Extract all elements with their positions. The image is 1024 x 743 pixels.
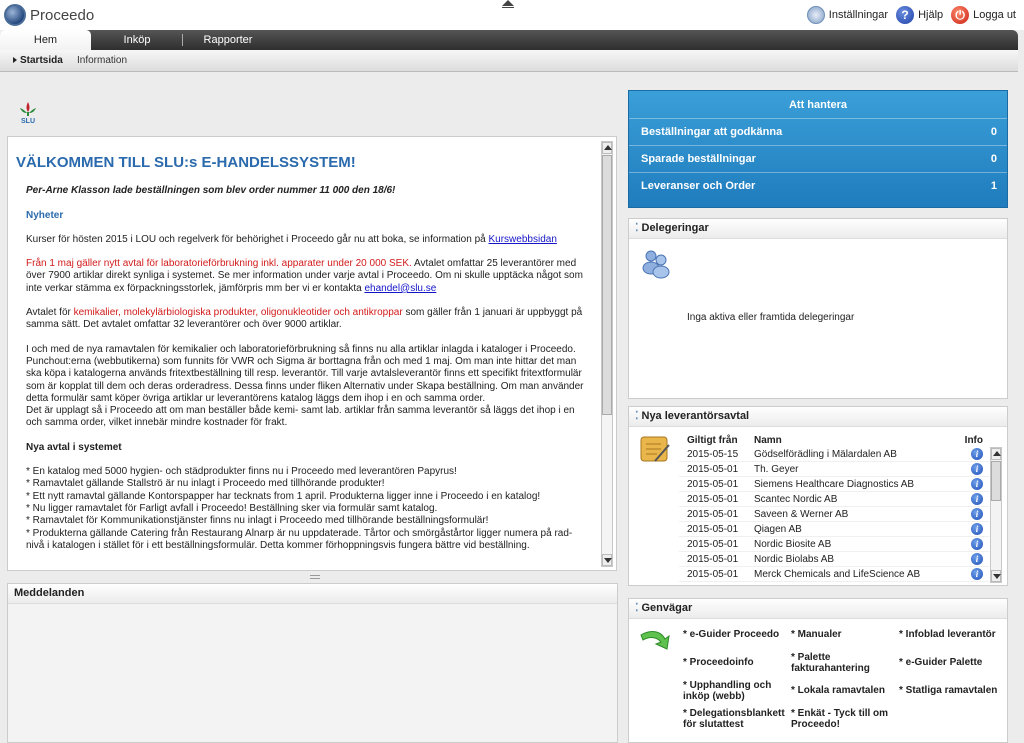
info-icon[interactable]: i — [971, 553, 983, 565]
info-icon[interactable]: i — [971, 463, 983, 475]
todo-row-approvals[interactable] — [629, 118, 1007, 145]
news-p5: Det är upplagt så i Proceedo att om man beställer både kemi- samt lab. artiklar från samma leverantör så läggs det ihop i en och samma order, vilket innebär mindre kostnader för frakt. — [26, 405, 575, 429]
top-bar — [0, 0, 1024, 30]
row-date: 2015-05-01 — [687, 539, 739, 550]
agreement-item: * Ramavtalet gällande Stallströ är nu inlagt i Proceedo med tillhörande produkter! — [26, 478, 385, 490]
suppliers-table — [679, 433, 989, 582]
row-name: Qiagen AB — [754, 524, 802, 535]
breadcrumb — [0, 50, 1018, 72]
table-row[interactable] — [679, 567, 989, 582]
tab-inkop[interactable]: Inköp — [123, 34, 151, 46]
row-date: 2015-05-01 — [687, 464, 739, 475]
suppliers-panel — [628, 406, 1008, 586]
resize-handle[interactable] — [310, 575, 320, 579]
arrow-down-icon — [603, 555, 613, 565]
shortcut-link[interactable]: * Statliga ramavtalen — [899, 685, 998, 696]
row-name: Nordic Biosite AB — [754, 539, 832, 550]
scroll-down-button[interactable] — [602, 554, 612, 566]
table-row[interactable] — [679, 477, 989, 492]
agreement-item: * Produkterna gällande Catering från Restaurang Alnarp är nu uppdaterade. Tårtor och smörgåstårtor ligger numera på rad-nivå i katalogen i stället för i ett beställningsformulär. Detta kommer förhoppningsvis fungera bättre vid beställning. — [26, 527, 573, 551]
scroll-down-button[interactable] — [991, 570, 1001, 582]
email-link[interactable]: ehandel@slu.se — [364, 282, 437, 294]
news-p3-pre: Avtalet för — [26, 307, 74, 319]
proceedo-logo[interactable] — [4, 4, 94, 26]
shortcuts-title: ⁚ Genvägar — [629, 599, 1007, 619]
welcome-highlight: Per-Arne Klasson lade beställningen som blev order nummer 11 000 den 18/6! — [26, 185, 396, 197]
shortcut-link[interactable]: * Palette fakturahantering — [791, 652, 870, 674]
welcome-content — [16, 154, 586, 552]
todo-row-saved[interactable] — [629, 145, 1007, 172]
agreement-item: * Nu ligger ramavtalet för Farligt avfall i Proceedo! Beställning sker via formulär samt katalog. — [26, 502, 438, 514]
todo-title: Att hantera — [788, 99, 848, 111]
shortcut-link[interactable]: * Infoblad leverantör — [899, 629, 996, 640]
contract-scroll-icon — [637, 433, 673, 467]
news-heading: Nyheter — [26, 209, 64, 221]
row-name: Gödselförädling i Mälardalen AB — [754, 449, 897, 460]
todo-label: Leveranser och Order — [641, 180, 756, 192]
info-icon[interactable]: i — [971, 568, 983, 580]
info-icon[interactable]: i — [971, 508, 983, 520]
row-name: Scantec Nordic AB — [754, 494, 838, 505]
slu-logo-text: SLU — [21, 118, 35, 124]
shortcut-link[interactable]: * e-Guider Proceedo — [683, 629, 780, 640]
row-name: Th. Geyer — [754, 464, 799, 475]
messages-title: Meddelanden — [8, 584, 617, 604]
proceedo-logo-icon — [4, 4, 26, 26]
delegations-title: ⁚ Delegeringar — [629, 219, 1007, 239]
todo-label: Sparade beställningar — [641, 153, 756, 165]
tab-rapporter[interactable]: Rapporter — [203, 34, 253, 46]
todo-count: 0 — [990, 126, 997, 138]
shortcuts-panel — [628, 598, 1008, 743]
col-header-name[interactable]: Namn — [754, 435, 782, 446]
shortcut-link[interactable]: * Manualer — [791, 629, 842, 640]
info-icon[interactable]: i — [971, 538, 983, 550]
welcome-title: VÄLKOMMEN TILL SLU:s E-HANDELSSYSTEM! — [16, 154, 356, 171]
tab-hem[interactable]: Hem — [0, 30, 91, 50]
news-p2-text: Avtalet omfattar 25 leverantörer med över 7900 artiklar direkt synliga i systemet. Se mer information under varje avtal i Proceedo. Om ni skulle upptäcka något som inte verkar stämma ex förpackningsstorlek, jämförpris mm ber vi er kontakta — [26, 258, 583, 294]
news-p1-text: Kurser för hösten 2015 i LOU och regelverk för behörighet i Proceedo går nu att boka, se information på — [26, 233, 489, 245]
shortcut-link[interactable]: * Enkät - Tyck till om Proceedo! — [791, 708, 889, 730]
news-p3-post: som gäller från 1 januari är uppbyggt på samma sätt. Det avtalet omfattar 32 leverantörer och över 9000 artiklar. — [26, 307, 583, 331]
settings-link[interactable] — [807, 6, 888, 24]
course-link[interactable]: Kurswebbsidan — [488, 233, 557, 245]
agreement-item: * Ett nytt ramavtal gällande Kontorspapper har tecknats from 1 april. Produkterna ligger inne i Proceedo i en katalog! — [26, 490, 541, 502]
suppliers-scrollbar[interactable] — [990, 447, 1002, 583]
shortcut-link[interactable]: * e-Guider Palette — [899, 657, 983, 668]
scroll-up-button[interactable] — [602, 142, 612, 154]
row-date: 2015-05-01 — [687, 569, 739, 580]
agreement-item: * Ramavtalet för Kommunikationstjänster finns nu inlagt i Proceedo med tillhörande beställningsformulär! — [26, 515, 489, 527]
welcome-scrollbar[interactable] — [601, 141, 613, 567]
news-p4: I och med de nya ramavtalen för kemikalier och laboratorieförbrukning så finns nu alla artiklar inlagda i kataloger i Proceedo. Punchout:erna (webbutikerna) som funnits för VWR och Sigma är borttagna från och med 1 maj. Om man inte hittar det man ska köpa i katalogerna används fritextbeställning till resp. leverantör. Till varje avtalsleverantör finns ett specifikt fritextformulär som är kopplat till dem och deras orderadress. Dessa finns under fliken Alternativ under Skapa beställning. Om man använder detta formulär samt köper övriga artiklar ur leverantörens katalog läggs dem ihop i en och samma order. — [26, 343, 584, 404]
arrow-up-icon — [992, 449, 1002, 459]
row-name: Nordic Biolabs AB — [754, 554, 835, 565]
users-icon — [639, 247, 671, 279]
row-date: 2015-05-01 — [687, 509, 739, 520]
scroll-thumb[interactable] — [602, 155, 612, 415]
row-date: 2015-05-01 — [687, 494, 739, 505]
top-links — [799, 6, 1016, 24]
tab-separator — [182, 34, 183, 46]
todo-label: Beställningar att godkänna — [641, 126, 783, 138]
settings-label: Inställningar — [828, 9, 889, 21]
shortcut-link[interactable]: * Lokala ramavtalen — [791, 685, 885, 696]
suppliers-header-row — [679, 433, 989, 447]
col-header-info: Info — [964, 435, 983, 446]
row-date: 2015-05-15 — [687, 449, 739, 460]
shortcut-arrow-icon — [637, 627, 673, 653]
todo-count: 0 — [990, 153, 997, 165]
logout-link[interactable] — [951, 6, 1016, 24]
row-name: Saveen & Werner AB — [754, 509, 849, 520]
table-row[interactable] — [679, 552, 989, 567]
table-row[interactable] — [679, 462, 989, 477]
slu-logo — [17, 100, 39, 124]
shortcut-link[interactable]: * Delegationsblankett för slutattest — [683, 708, 785, 730]
delegations-empty-text: Inga aktiva eller framtida delegeringar — [687, 312, 855, 323]
scroll-up-button[interactable] — [991, 448, 1001, 460]
breadcrumb-startsida[interactable]: Startsida — [20, 55, 63, 66]
row-date: 2015-05-01 — [687, 479, 739, 490]
row-date: 2015-05-01 — [687, 524, 739, 535]
todo-count: 1 — [990, 180, 997, 192]
row-date: 2015-05-01 — [687, 554, 739, 565]
news-p2 — [26, 258, 586, 295]
suppliers-title: ⁚ Nya leverantörsavtal — [629, 407, 1007, 427]
table-row[interactable] — [679, 522, 989, 537]
welcome-panel — [7, 136, 617, 571]
main-nav — [0, 30, 1018, 50]
row-name: Merck Chemicals and LifeScience AB — [754, 569, 921, 580]
messages-panel — [7, 583, 618, 743]
col-header-date[interactable]: Giltigt från — [687, 435, 738, 446]
table-row[interactable] — [679, 447, 989, 462]
help-link[interactable] — [896, 6, 943, 24]
todo-row-deliveries[interactable] — [629, 172, 1007, 199]
agreement-item: * En katalog med 5000 hygien- och städprodukter finns nu i Proceedo med leverantören Papyrus! — [26, 466, 457, 478]
news-p1 — [26, 234, 586, 246]
agreements-heading: Nya avtal i systemet — [26, 441, 122, 453]
shortcut-link[interactable]: * Upphandling och inköp (webb) — [683, 680, 772, 702]
news-p3 — [26, 307, 586, 332]
logout-label: Logga ut — [973, 9, 1016, 21]
delegations-panel — [628, 218, 1008, 399]
info-icon[interactable]: i — [971, 478, 983, 490]
info-icon[interactable]: i — [971, 523, 983, 535]
arrow-up-icon — [603, 143, 613, 153]
brand-name: Proceedo — [30, 6, 95, 24]
arrow-down-icon — [992, 571, 1002, 581]
shortcut-link[interactable]: * Proceedoinfo — [683, 657, 754, 668]
breadcrumb-information[interactable]: Information — [77, 55, 128, 66]
news-p2-alert: Från 1 maj gäller nytt avtal för laboratorieförbrukning inkl. apparater under 20 000 SEK. — [26, 258, 412, 270]
logout-icon: ⏻ — [951, 6, 969, 24]
info-icon[interactable]: i — [971, 493, 983, 505]
settings-icon — [807, 6, 825, 24]
help-label: Hjälp — [918, 9, 944, 21]
news-p3-alert: kemikalier, molekylärbiologiska produkter, oligonukleotider och antikroppar — [73, 307, 403, 319]
table-row[interactable] — [679, 492, 989, 507]
info-icon[interactable]: i — [971, 448, 983, 460]
todo-panel — [628, 90, 1008, 208]
collapse-up-icon[interactable] — [501, 0, 515, 8]
table-row[interactable] — [679, 537, 989, 552]
help-icon: ? — [896, 6, 914, 24]
row-name: Siemens Healthcare Diagnostics AB — [754, 479, 915, 490]
table-row[interactable] — [679, 507, 989, 522]
agreements-list — [26, 466, 586, 552]
scroll-thumb[interactable] — [991, 461, 1001, 501]
